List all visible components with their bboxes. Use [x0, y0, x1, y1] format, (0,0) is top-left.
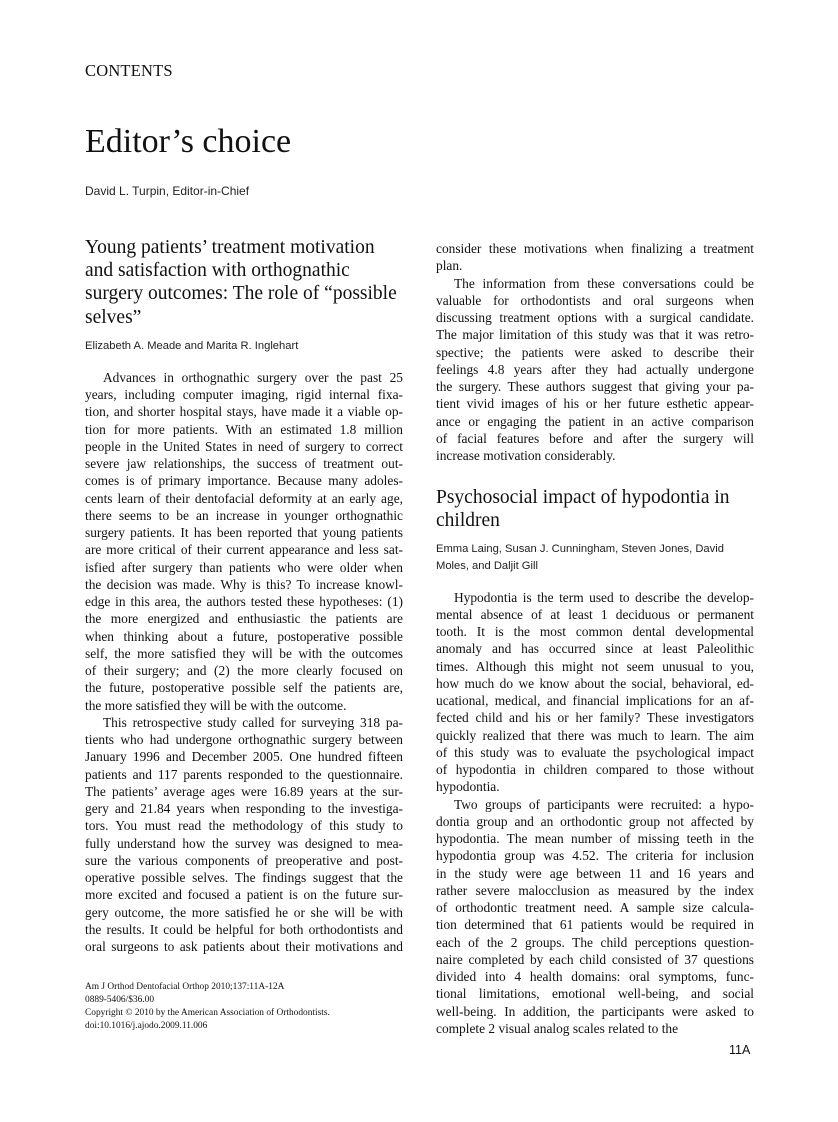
- page-title: Editor’s choice: [85, 123, 292, 160]
- text-line: consider these motivations when finalizing a treatment: [436, 241, 754, 256]
- text-line: the results. It could be helpful for both orthodontists and: [85, 921, 403, 937]
- text-line: tient vivid images of his or her future esthetic appear-: [436, 396, 754, 412]
- text-line: tional limitations, emotional well-being, and social: [436, 986, 754, 1002]
- text-line: tients who had undergone orthognathic surgery between: [85, 732, 403, 748]
- paragraph: [436, 589, 754, 796]
- text-line: increase motivation considerably.: [436, 448, 616, 463]
- text-line: The patients’ average ages were 16.89 years at the sur-: [85, 783, 403, 799]
- citation-line: Copyright © 2010 by the American Association of Orthodontists.: [85, 1008, 330, 1018]
- text-line: of hypodontia in children compared to those without: [436, 762, 754, 778]
- text-line: anomaly and has occurred since at least Paleolithic: [436, 641, 754, 657]
- text-line: gery and 21.84 years when responding to the investiga-: [85, 801, 403, 817]
- text-line: The information from these conversations could be: [454, 275, 754, 291]
- article1-title: [85, 236, 403, 329]
- title-line: selves”: [85, 306, 142, 328]
- article1-body: [85, 369, 403, 956]
- text-line: The major limitation of this study was that it was retro-: [436, 327, 754, 343]
- title-line: Psychosocial impact of hypodontia in: [436, 487, 730, 509]
- text-line: naire completed by each child consisted of 37 questions: [436, 951, 754, 967]
- text-line: severe jaw relationships, the success of treatment out-: [85, 456, 403, 472]
- text-line: hypodontia group was 4.52. The criteria for inclusion: [436, 848, 754, 864]
- article2-body: [436, 589, 754, 1038]
- text-line: years, including computer imaging, rigid internal fixa-: [85, 387, 403, 403]
- text-line: in the study were age between 11 and 16 years and: [436, 865, 754, 881]
- text-line: oral surgeons to ask patients about their motivations and: [85, 939, 403, 955]
- text-line: dontia group and an orthodontic group not affected by: [436, 813, 754, 829]
- text-line: cents learn of their dentofacial deformity at an early age,: [85, 490, 403, 506]
- text-line: valuable for orthodontists and oral surgeons when: [436, 292, 754, 308]
- text-line: of this study was to evaluate the psychological impact: [436, 744, 754, 760]
- text-line: of orthodontic treatment need. A sample size calcula-: [436, 900, 754, 916]
- text-line: January 1996 and December 2005. One hundred fifteen: [85, 749, 403, 765]
- text-line: rather severe malocclusion as measured by the index: [436, 882, 754, 898]
- text-line: ance or engaging the patient in an active comparison: [436, 413, 754, 429]
- text-line: are more critical of their current appearance and less sat-: [85, 542, 403, 558]
- text-line: quickly realized that there was much to learn. The aim: [436, 727, 754, 743]
- paragraph: [436, 796, 754, 1038]
- article2-authors: [436, 541, 754, 575]
- authors-line: Emma Laing, Susan J. Cunningham, Steven Jones, David: [436, 542, 724, 555]
- text-line: times. Although this might not seem unusual to you,: [436, 658, 754, 674]
- paragraph: [436, 275, 754, 465]
- text-line: spective; the patients were asked to describe their: [436, 344, 754, 360]
- text-line: surgery patients. It has been reported that young patients: [85, 525, 403, 541]
- text-line: there seems to be an increase in younger orthognathic: [85, 507, 403, 523]
- text-line: operative possible selves. The findings suggest that the: [85, 870, 403, 886]
- editor-byline: David L. Turpin, Editor-in-Chief: [85, 184, 250, 198]
- text-line: the future, postoperative possible self the patients are,: [85, 680, 403, 696]
- right-column: [436, 240, 754, 1037]
- text-line: hypodontia.: [436, 779, 500, 795]
- text-line: feelings 4.8 years after they had actually undergone: [436, 361, 754, 377]
- text-line: plan.: [436, 258, 463, 274]
- text-line: well-being. In addition, the participants were asked to: [436, 1003, 754, 1019]
- title-line: surgery outcomes: The role of “possible: [85, 283, 397, 305]
- text-line: tion for more patients. With an estimated 1.8 million: [85, 421, 403, 437]
- text-line: self, the more satisfied they will be with the outcomes: [85, 645, 403, 661]
- paragraph: [436, 240, 754, 275]
- text-line: mental absence of at least 1 deciduous or permanent: [436, 606, 754, 622]
- text-line: Hypodontia is the term used to describe the develop-: [454, 589, 754, 605]
- text-line: This retrospective study called for surveying 318 pa-: [103, 714, 403, 730]
- title-line: and satisfaction with orthognathic: [85, 260, 350, 282]
- text-line: more excited and focused a patient is on the future sur-: [85, 887, 403, 903]
- article1-authors: Elizabeth A. Meade and Marita R. Inglehart: [85, 339, 299, 352]
- text-line: tors. You must read the methodology of this study to: [85, 818, 403, 834]
- title-line: children: [436, 510, 500, 532]
- text-line: the more satisfied they will be with the outcome.: [85, 697, 347, 713]
- article1-body-continued: [436, 240, 754, 464]
- text-line: each of the 2 groups. The child perceptions question-: [436, 934, 754, 950]
- text-line: fully understand how the survey was designed to mea-: [85, 835, 403, 851]
- text-line: comes is of primary importance. Because many adoles-: [85, 473, 403, 489]
- text-line: the more energized and enthusiastic the patients are: [85, 611, 403, 627]
- paragraph: [85, 369, 403, 714]
- text-line: sure the various components of preoperative and post-: [85, 852, 403, 868]
- text-line: fected child and his or her family? These investigators: [436, 710, 754, 726]
- citation-footer: [85, 981, 330, 1033]
- page-number: 11A: [729, 1043, 751, 1057]
- text-line: complete 2 visual analog scales related to the: [436, 1020, 679, 1036]
- authors-line: Moles, and Daljit Gill: [436, 559, 538, 572]
- text-line: isfied after surgery than patients who were older when: [85, 559, 403, 575]
- text-line: the surgery. These authors suggest that giving your pa-: [436, 379, 754, 394]
- text-line: people in the United States in need of surgery to correct: [85, 438, 403, 454]
- text-line: divided into 4 health domains: oral symptoms, func-: [436, 969, 754, 985]
- left-column: [85, 236, 403, 955]
- text-line: tooth. It is the most common dental developmental: [436, 624, 754, 640]
- text-line: of their surgery; and (2) the more clearly focused on: [85, 663, 403, 679]
- text-line: patients and 117 parents responded to the questionnaire.: [85, 766, 403, 782]
- text-line: tion, and shorter hospital stays, have made it a viable op-: [85, 404, 403, 420]
- title-line: Young patients’ treatment motivation: [85, 237, 375, 258]
- section-label: CONTENTS: [85, 61, 173, 80]
- text-line: ucational, medical, and financial implications for an af-: [436, 693, 754, 709]
- citation-line: 0889-5406/$36.00: [85, 995, 155, 1005]
- paragraph: [85, 714, 403, 956]
- citation-line: doi:10.1016/j.ajodo.2009.11.006: [85, 1021, 208, 1031]
- text-line: hypodontia. The mean number of missing teeth in the: [436, 831, 754, 847]
- text-line: Two groups of participants were recruited: a hypo-: [454, 796, 754, 812]
- text-line: discussing treatment options with a surgical candidate.: [436, 310, 754, 325]
- article2-title: [436, 486, 754, 532]
- text-line: how much do we know about the social, behavioral, ed-: [436, 675, 754, 691]
- text-line: edge in this area, the authors tested these hypotheses: (1): [85, 594, 403, 610]
- text-line: of facial features before and after the surgery will: [436, 430, 754, 446]
- text-line: Advances in orthognathic surgery over the past 25: [103, 369, 403, 385]
- text-line: when thinking about a future, postoperative possible: [85, 628, 403, 644]
- text-line: gery outcome, the more satisfied he or she will be with: [85, 904, 403, 920]
- text-line: the decision was made. Why is this? To increase knowl-: [85, 576, 403, 592]
- citation-line: Am J Orthod Dentofacial Orthop 2010;137:11A-12A: [85, 982, 285, 992]
- text-line: tion determined that 61 patients would be required in: [436, 917, 754, 933]
